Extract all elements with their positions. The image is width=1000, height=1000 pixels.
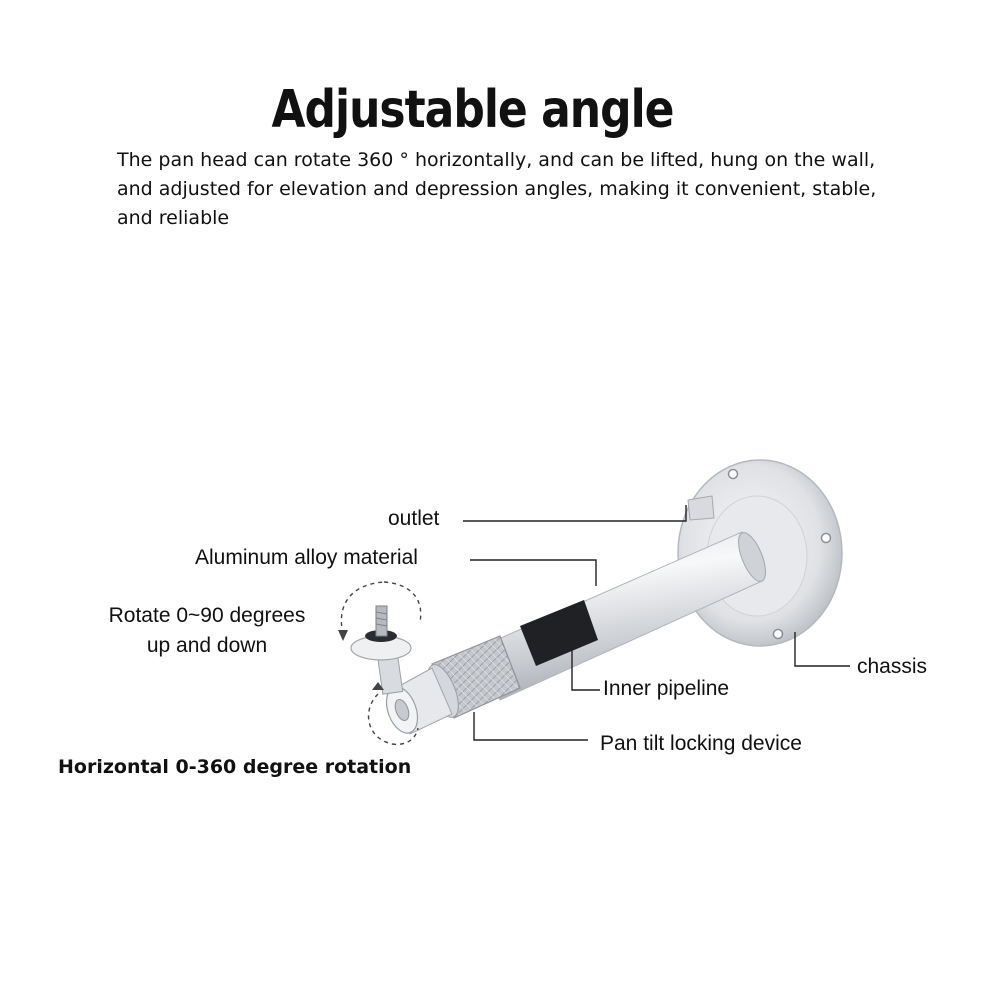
horizontal-rotation-label: Horizontal 0-360 degree rotation [58, 756, 412, 778]
screw-hole [774, 630, 783, 639]
rotate-label-line1: Rotate 0~90 degrees [108, 604, 306, 627]
mount-screw [376, 606, 387, 636]
chassis-label: chassis [857, 655, 928, 678]
outlet-notch [688, 496, 714, 520]
outlet-label: outlet [388, 507, 440, 530]
rotate-label [82, 604, 332, 658]
material-label: Aluminum alloy material [195, 546, 418, 569]
locking-device-label: Pan tilt locking device [600, 732, 802, 755]
locking-device-leader-line [474, 712, 588, 740]
rotate-label-line2: up and down [146, 634, 268, 657]
page-title: Adjustable angle [271, 80, 674, 141]
outlet-leader-line [463, 505, 686, 521]
screw-hole [822, 534, 831, 543]
chassis-leader-line [795, 632, 850, 666]
screw-hole [729, 470, 738, 479]
description-text: The pan head can rotate 360 ° horizontally, and can be lifted, hung on the wall, and adjusted for elevation and depression angles, making it convenient, stable, and reliable [117, 149, 877, 229]
material-leader-line [470, 560, 596, 586]
inner-pipeline-label: Inner pipeline [603, 677, 730, 700]
